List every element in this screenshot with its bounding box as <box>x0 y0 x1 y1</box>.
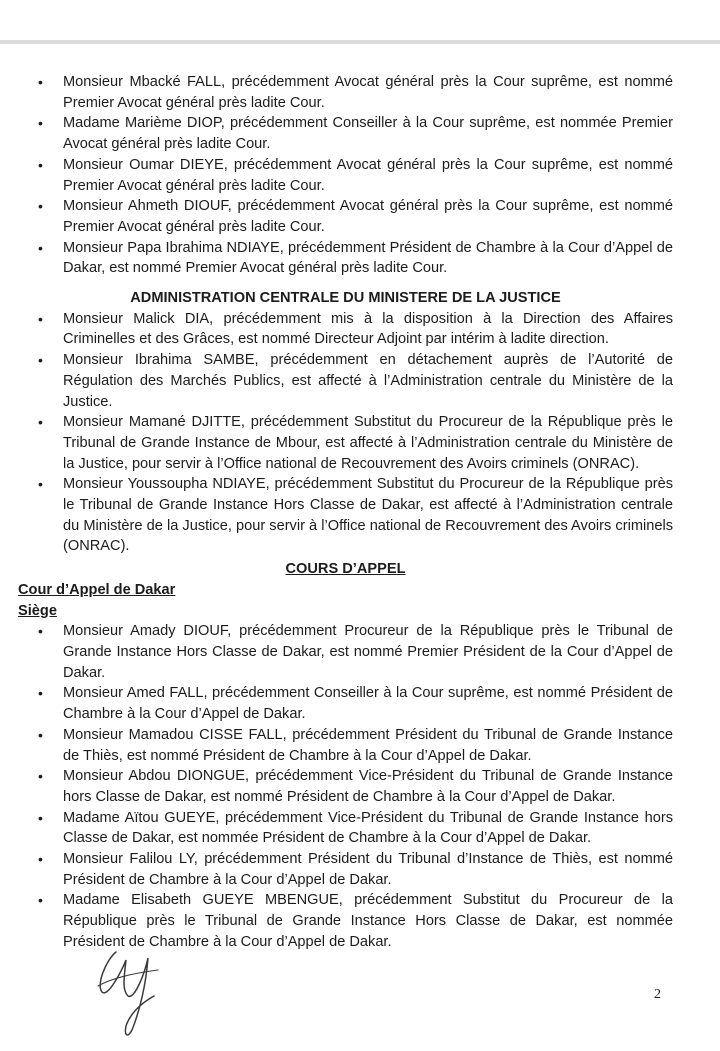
subheading-cour-appel-dakar: Cour d’Appel de Dakar <box>18 581 176 598</box>
bullet-icon: • <box>38 476 43 493</box>
bullet-icon: • <box>38 685 43 702</box>
list-item-text: Monsieur Amady DIOUF, précédemment Procureur de la République près le Tribunal de Grande Instance Hors Classe de Dakar, est nommé Premier Président de la Cour d’Appel de Dakar. <box>63 623 673 681</box>
subheading-siege: Siège <box>18 602 57 619</box>
list-item-text: Monsieur Malick DIA, précédemment mis à la disposition à la Direction des Affaires Criminelles et des Grâces, est nommé Directeur Adjoint par intérim à ladite direction. <box>63 310 673 348</box>
bullet-icon: • <box>38 892 43 909</box>
handwritten-signature <box>88 930 168 1040</box>
bullet-list-section-1 <box>18 72 673 279</box>
bullet-icon: • <box>38 851 43 868</box>
list-item <box>18 474 673 557</box>
bullet-icon: • <box>38 74 43 90</box>
bullet-icon: • <box>38 310 43 327</box>
list-item <box>18 683 673 724</box>
bullet-list-section-3 <box>18 621 673 952</box>
list-item <box>18 72 673 113</box>
scan-top-edge <box>0 40 720 44</box>
list-item <box>18 350 673 412</box>
list-item <box>18 725 673 766</box>
list-item <box>18 621 673 683</box>
list-item <box>18 808 673 849</box>
bullet-icon: • <box>38 198 43 215</box>
list-item-text: Monsieur Mbacké FALL, précédemment Avocat général près la Cour suprême, est nommé Premier Avocat général près ladite Cour. <box>63 74 673 111</box>
list-item <box>18 238 673 279</box>
bullet-icon: • <box>38 156 43 173</box>
list-item-text: Monsieur Ibrahima SAMBE, précédemment en détachement auprès de l’Autorité de Régulation des Marchés Publics, est affecté à l’Administration centrale du Ministère de la Justice. <box>63 352 673 410</box>
list-item-text: Madame Aïtou GUEYE, précédemment Vice-Président du Tribunal de Grande Instance hors Classe de Dakar, est nommée Président de Chambre à la Cour d’Appel de Dakar. <box>63 809 673 847</box>
list-item-text: Monsieur Youssoupha NDIAYE, précédemment Substitut du Procureur de la République près le Tribunal de Grande Instance Hors Classe de Dakar, est affecté à l’Administration centrale du Ministère de la Justice, pour servir à l’Office national de Recouvrement des Avoirs criminels (ONRAC). <box>63 476 673 555</box>
section-heading-administration: ADMINISTRATION CENTRALE DU MINISTERE DE LA JUSTICE <box>130 290 561 307</box>
list-item <box>18 113 673 154</box>
list-item-text: Monsieur Abdou DIONGUE, précédemment Vice-Président du Tribunal de Grande Instance hors Classe de Dakar, est nommé Président de Chambre à la Cour d’Appel de Dakar. <box>63 768 673 805</box>
bullet-icon: • <box>38 809 43 826</box>
section-heading-cours-appel: COURS D’APPEL <box>285 561 406 578</box>
bullet-icon: • <box>38 239 43 256</box>
list-item <box>18 849 673 890</box>
list-item-text: Madame Marième DIOP, précédemment Conseiller à la Cour suprême, est nommée Premier Avocat général près ladite Cour. <box>63 115 673 153</box>
document-page <box>18 72 673 953</box>
list-item <box>18 766 673 807</box>
list-item-text: Monsieur Mamané DJITTE, précédemment Substitut du Procureur de la République près le Tribunal de Grande Instance de Mbour, est affecté à l’Administration centrale du Ministère de la Justice, pour servir à l’Office national de Recouvrement des Avoirs criminels (ONRAC). <box>63 414 673 472</box>
list-item-text: Monsieur Amed FALL, précédemment Conseiller à la Cour suprême, est nommé Président de Chambre à la Cour d’Appel de Dakar. <box>63 685 673 723</box>
list-item-text: Monsieur Oumar DIEYE, précédemment Avocat général près la Cour suprême, est nommé Premier Avocat général près ladite Cour. <box>63 156 673 194</box>
bullet-icon: • <box>38 623 43 640</box>
bullet-icon: • <box>38 414 43 431</box>
list-item <box>18 155 673 196</box>
page-number: 2 <box>654 987 661 1002</box>
bullet-icon: • <box>38 768 43 785</box>
list-item-text: Monsieur Mamadou CISSE FALL, précédemment Président du Tribunal de Grande Instance de Thiès, est nommé Président de Chambre à la Cour d’Appel de Dakar. <box>63 726 673 764</box>
bullet-icon: • <box>38 115 43 132</box>
list-item-text: Monsieur Ahmeth DIOUF, précédemment Avocat général près la Cour suprême, est nommé Premier Avocat général près ladite Cour. <box>63 198 673 235</box>
bullet-icon: • <box>38 726 43 743</box>
list-item-text: Monsieur Papa Ibrahima NDIAYE, précédemment Président de Chambre à la Cour d’Appel de Dakar, est nommé Premier Avocat général près ladite Cour. <box>63 239 673 277</box>
bullet-icon: • <box>38 352 43 369</box>
list-item <box>18 412 673 474</box>
list-item-text: Madame Elisabeth GUEYE MBENGUE, précédemment Substitut du Procureur de la République près le Tribunal de Grande Instance Hors Classe de Dakar, est nommée Président de Chambre à la Cour d’Appel de Dakar. <box>63 892 673 950</box>
list-item <box>18 196 673 237</box>
list-item <box>18 309 673 350</box>
bullet-list-section-2 <box>18 309 673 557</box>
list-item-text: Monsieur Falilou LY, précédemment Président du Tribunal d’Instance de Thiès, est nommé Président de Chambre à la Cour d’Appel de Dakar. <box>63 851 673 888</box>
